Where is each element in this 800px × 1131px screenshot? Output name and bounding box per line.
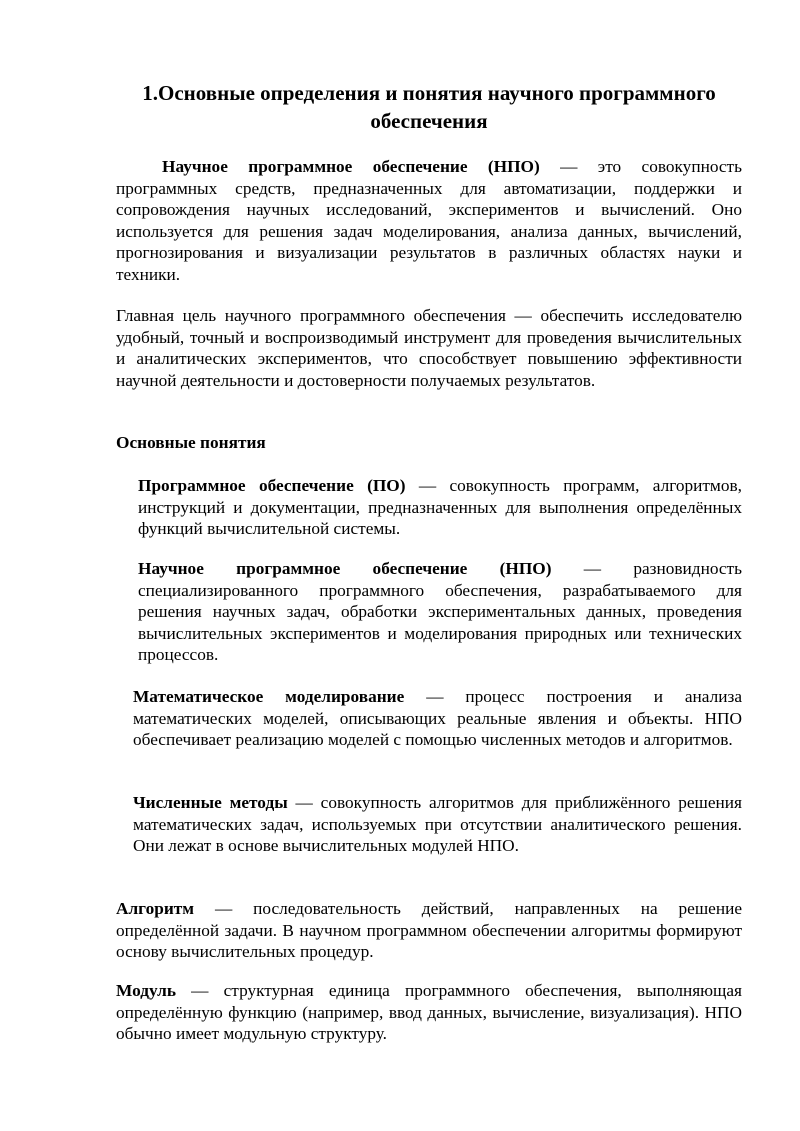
definition-term: Численные методы [133,793,288,812]
definition-term: Модуль [116,981,177,1000]
concepts-heading: Основные понятия [116,433,266,452]
intro-term: Научное программное обеспечение (НПО) [162,157,540,176]
definition-math-modeling [133,686,742,751]
definition-text: — совокупность алгоритмов для приближённого решения математических задач, используемых при отсутствии аналитического решения. Они лежат в основе вычислительных модулей НПО. [133,793,742,856]
definition-npo [138,558,742,666]
definition-text: — процесс построения и анализа математических моделей, описывающих реальные явления и объекты. НПО обеспечивает реализацию моделей с помощью численных методов и алгоритмов. [133,687,742,750]
definition-text: — совокупность программ, алгоритмов, инструкций и документации, предназначенных для выполнения определённых функций вычислительной системы. [138,476,742,539]
definition-algorithm [116,898,742,963]
document-title: 1.Основные определения и понятия научного программного обеспечения [142,81,716,133]
goal-paragraph: Главная цель научного программного обеспечения — обеспечить исследователю удобный, точный и воспроизводимый инструмент для проведения вычислительных и аналитических экспериментов, что способствует повышению эффективности научной деятельности и достоверности получаемых результатов. [116,306,742,390]
definition-module [116,980,742,1045]
definition-po [138,475,742,540]
definition-text: — последовательность действий, направленных на решение определённой задачи. В научном программном обеспечении алгоритмы формируют основу вычислительных процедур. [116,899,742,962]
definition-numerical-methods [133,792,742,857]
intro-paragraph [116,156,742,286]
definition-text: — разновидность специализированного программного обеспечения, разрабатываемого для решения научных задач, обработки экспериментальных данных, проведения вычислительных экспериментов и моделирования природных или технических процессов. [138,559,742,665]
definition-term: Программное обеспечение (ПО) [138,476,406,495]
definition-text: — структурная единица программного обеспечения, выполняющая определённую функцию (например, ввод данных, вычисление, визуализация). НПО обычно имеет модульную структуру. [116,981,742,1044]
intro-text: — это совокупность программных средств, предназначенных для автоматизации, поддержки и сопровождения научных исследований, экспериментов и вычислений. Оно используется для решения задач моделирования, анализа данных, вычислений, прогнозирования и визуализации результатов в различных областях науки и техники. [116,157,742,284]
definition-term: Алгоритм [116,899,195,918]
definition-term: Математическое моделирование [133,687,405,706]
definition-term: Научное программное обеспечение (НПО) [138,559,552,578]
